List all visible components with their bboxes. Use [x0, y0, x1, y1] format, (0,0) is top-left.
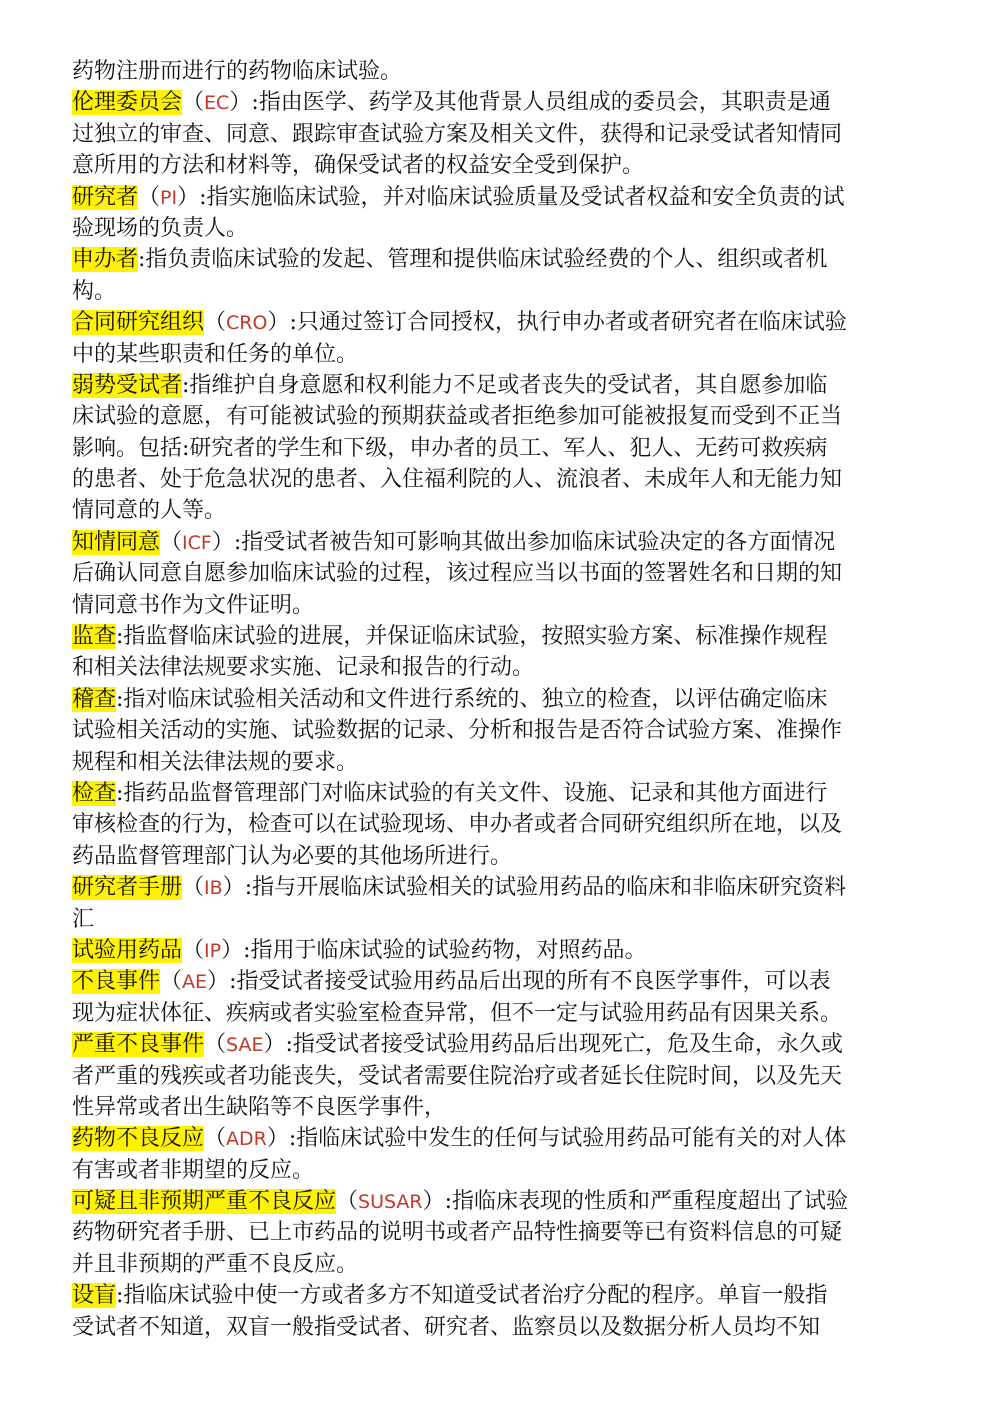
text-line	[72, 966, 922, 997]
line-text: :指由医学、药学及其他背景人员组成的委员会，其职责是通	[251, 90, 831, 116]
text-line	[72, 495, 922, 526]
paren-open: （	[204, 1032, 227, 1058]
highlighted-term: 试验用药品	[72, 937, 183, 963]
text-line	[72, 747, 922, 778]
highlighted-term: 合同研究组织	[72, 310, 205, 336]
text-line	[72, 1249, 922, 1280]
paren-open: （	[160, 969, 183, 995]
line-text: :指受试者接受试验用药品后出现死亡，危及生命，永久或	[285, 1032, 843, 1058]
text-line	[72, 841, 922, 872]
highlighted-term: 知情同意	[72, 529, 161, 555]
text-line	[72, 809, 922, 840]
line-text: :指维护自身意愿和权利能力不足或者丧失的受试者，其自愿参加临	[182, 372, 828, 398]
text-line	[72, 558, 922, 589]
text-line	[72, 1092, 922, 1123]
line-text: 试验相关活动的实施、试验数据的记录、分析和报告是否符合试验方案、准操作	[72, 718, 843, 744]
term-abbreviation: SUSAR	[358, 1191, 423, 1214]
paren-open: （	[204, 1126, 227, 1152]
line-text: :指临床表现的性质和严重程度超出了试验	[444, 1189, 849, 1215]
paren-open: （	[204, 310, 227, 336]
term-abbreviation: EC	[204, 92, 230, 115]
text-line	[72, 590, 922, 621]
text-line	[72, 998, 922, 1029]
text-line	[72, 401, 922, 432]
line-text: 并且非预期的严重不良反应。	[72, 1251, 359, 1277]
text-line	[72, 1312, 922, 1343]
line-text: :指用于临床试验的试验药物，对照药品。	[243, 937, 647, 963]
line-text: 后确认同意自愿参加临床试验的过程，该过程应当以书面的签署姓名和日期的知	[72, 561, 843, 587]
line-text: :指受试者被告知可影响其做出参加临床试验决定的各方面情况	[233, 529, 836, 555]
text-line	[72, 1029, 922, 1060]
line-text: 规程和相关法律法规的要求。	[72, 749, 359, 775]
text-line	[72, 56, 922, 87]
paren-close: ）	[263, 1032, 286, 1058]
term-abbreviation: ICF	[182, 531, 212, 554]
line-text: 构。	[72, 278, 117, 304]
paren-close: ）	[207, 969, 230, 995]
text-line	[72, 276, 922, 307]
document-page	[72, 56, 922, 1343]
text-line	[72, 464, 922, 495]
term-abbreviation: IB	[204, 877, 223, 900]
paren-open: （	[138, 184, 161, 210]
paren-close: ）	[422, 1189, 445, 1215]
text-line	[72, 1217, 922, 1248]
paren-close: ）	[229, 90, 252, 116]
line-text: 和相关法律法规要求实施、记录和报告的行动。	[72, 655, 535, 681]
line-text: 中的某些职责和任务的单位。	[72, 341, 359, 367]
line-text: :指与开展临床试验相关的试验用药品的临床和非临床研究资料	[244, 875, 847, 901]
text-line	[72, 1186, 922, 1217]
highlighted-term: 设盲	[72, 1283, 117, 1309]
text-line	[72, 1061, 922, 1092]
text-line	[72, 150, 922, 181]
text-line	[72, 621, 922, 652]
highlighted-term: 稽查	[72, 686, 117, 712]
text-line	[72, 652, 922, 683]
paren-open: （	[182, 90, 205, 116]
text-line	[72, 935, 922, 966]
paren-close: ）	[177, 184, 200, 210]
text-line	[72, 119, 922, 150]
text-line	[72, 370, 922, 401]
text-line	[72, 182, 922, 213]
line-text: 药品监督管理部门认为必要的其他场所进行。	[72, 843, 513, 869]
text-line	[72, 213, 922, 244]
text-line	[72, 87, 922, 118]
paren-close: ）	[266, 1126, 289, 1152]
highlighted-term: 申办者	[72, 247, 139, 273]
line-text: 影响。包括:研究者的学生和下级，申办者的员工、军人、犯人、无药可救疾病	[72, 435, 828, 461]
line-text: :指监督临床试验的进展，并保证临床试验，按照实验方案、标准操作规程	[116, 624, 828, 650]
line-text: :指对临床试验相关活动和文件进行系统的、独立的检查，以评估确定临床	[116, 686, 828, 712]
term-abbreviation: CRO	[226, 312, 268, 335]
term-abbreviation: SAE	[226, 1034, 264, 1057]
paren-open: （	[182, 875, 205, 901]
text-line	[72, 872, 922, 903]
line-text: 药物注册而进行的药物临床试验。	[72, 59, 403, 84]
highlighted-term: 监查	[72, 624, 117, 650]
text-line	[72, 1123, 922, 1154]
line-text: 药物研究者手册、已上市药品的说明书或者产品特性摘要等已有资料信息的可疑	[72, 1220, 843, 1246]
highlighted-term: 伦理委员会	[72, 90, 183, 116]
highlighted-term: 不良事件	[72, 969, 161, 995]
line-text: :指受试者接受试验用药品后出现的所有不良医学事件，可以表	[229, 969, 831, 995]
line-text: :指临床试验中发生的任何与试验用药品可能有关的对人体	[288, 1126, 847, 1152]
text-line	[72, 1280, 922, 1311]
text-line	[72, 244, 922, 275]
line-text: 情同意的人等。	[72, 498, 227, 524]
text-line	[72, 684, 922, 715]
line-text: 者严重的残疾或者功能丧失，受试者需要住院治疗或者延长住院时间，以及先天	[72, 1063, 843, 1089]
line-text: 有害或者非期望的反应。	[72, 1157, 315, 1183]
line-text: 的患者、处于危急状况的患者、入住福利院的人、流浪者、未成年人和无能力知	[72, 467, 843, 493]
paren-close: ）	[267, 310, 290, 336]
line-text: 过独立的审查、同意、跟踪审查试验方案及相关文件，获得和记录受试者知情同	[72, 121, 843, 147]
line-text: 验现场的负责人。	[72, 215, 249, 241]
line-text: 情同意书作为文件证明。	[72, 592, 315, 618]
line-text: 审核检查的行为，检查可以在试验现场、申办者或者合同研究组织所在地，以及	[72, 812, 843, 838]
paren-open: （	[160, 529, 183, 555]
highlighted-term: 严重不良事件	[72, 1032, 205, 1058]
text-line	[72, 339, 922, 370]
term-abbreviation: ADR	[226, 1128, 267, 1151]
line-text: :指临床试验中使一方或者多方不知道受试者治疗分配的程序。单盲一般指	[116, 1283, 828, 1309]
term-abbreviation: PI	[160, 186, 178, 209]
paren-close: ）	[221, 937, 244, 963]
highlighted-term: 可疑且非预期严重不良反应	[72, 1189, 337, 1215]
line-text: 受试者不知道，双盲一般指受试者、研究者、监察员以及数据分析人员均不知	[72, 1314, 821, 1340]
paren-close: ）	[211, 529, 234, 555]
text-line	[72, 904, 922, 935]
line-text: :指药品监督管理部门对临床试验的有关文件、设施、记录和其他方面进行	[116, 780, 828, 806]
term-abbreviation: AE	[182, 971, 208, 994]
line-text: :指实施临床试验，并对临床试验质量及受试者权益和安全负责的试	[199, 184, 845, 210]
highlighted-term: 研究者手册	[72, 875, 183, 901]
line-text: 意所用的方法和材料等，确保受试者的权益安全受到保护。	[72, 153, 645, 179]
line-text: 汇	[72, 906, 95, 932]
line-text: :指负责临床试验的发起、管理和提供临床试验经费的个人、组织或者机	[138, 247, 828, 273]
text-line	[72, 778, 922, 809]
term-abbreviation: IP	[204, 939, 222, 962]
paren-close: ）	[222, 875, 245, 901]
paren-open: （	[182, 937, 205, 963]
line-text: 现为症状体征、疾病或者实验室检查异常，但不一定与试验用药品有因果关系。	[72, 1000, 843, 1026]
text-line	[72, 527, 922, 558]
text-line	[72, 1155, 922, 1186]
text-line	[72, 307, 922, 338]
highlighted-term: 弱势受试者	[72, 372, 183, 398]
text-line	[72, 433, 922, 464]
paren-open: （	[336, 1189, 359, 1215]
highlighted-term: 检查	[72, 780, 117, 806]
line-text: 性异常或者出生缺陷等不良医学事件，	[72, 1094, 447, 1120]
highlighted-term: 药物不良反应	[72, 1126, 205, 1152]
line-text: 床试验的意愿，有可能被试验的预期获益或者拒绝参加可能被报复而受到不正当	[72, 404, 843, 430]
line-text: :只通过签订合同授权，执行申办者或者研究者在临床试验	[289, 310, 847, 336]
highlighted-term: 研究者	[72, 184, 139, 210]
text-line	[72, 715, 922, 746]
